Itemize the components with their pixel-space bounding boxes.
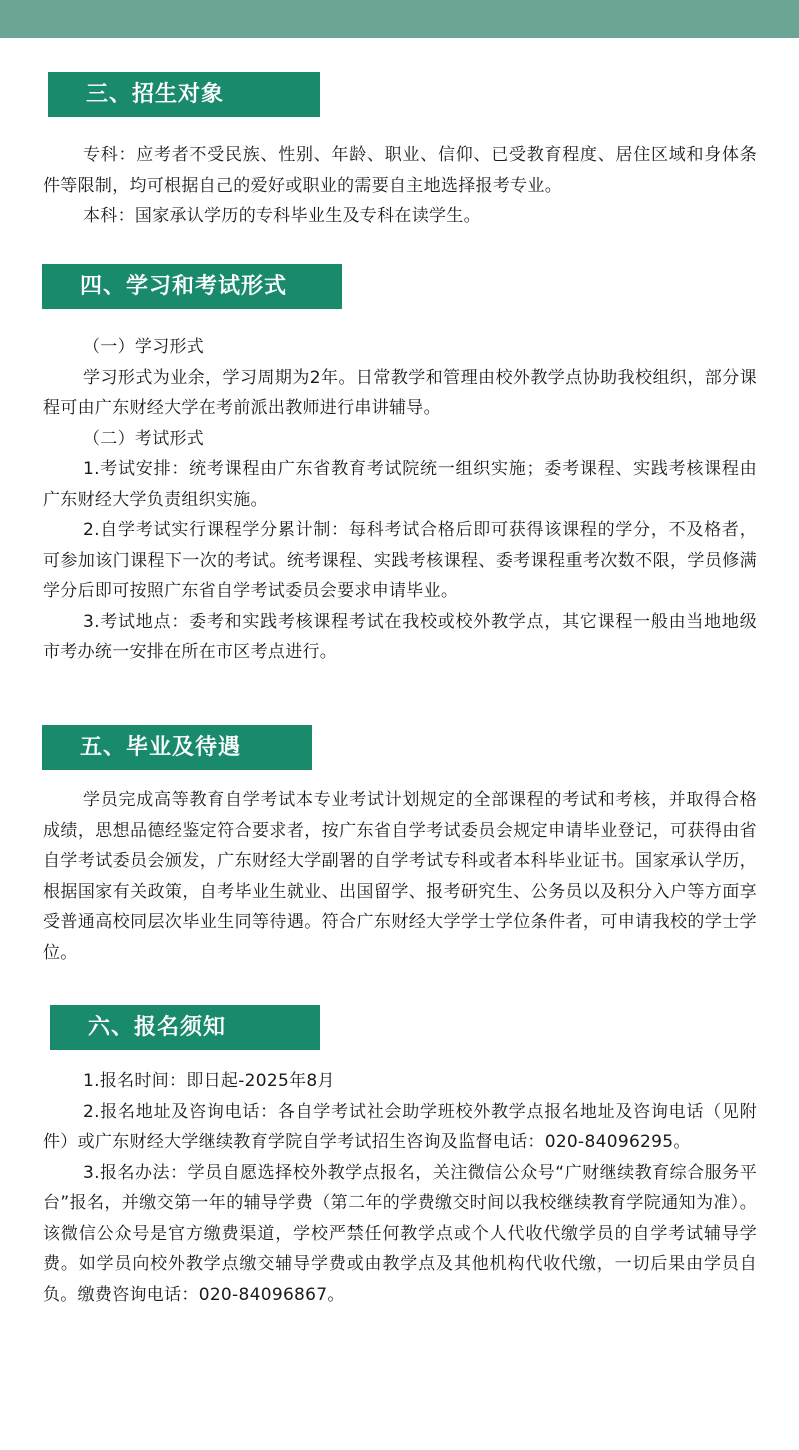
paragraph: 专科：应考者不受民族、性别、年龄、职业、信仰、已受教育程度、居住区域和身体条件等限制，均可根据自己的爱好或职业的需要自主地选择报考专业。 — [43, 145, 757, 196]
paragraph: 1.报名时间：即日起-2025年8月 — [83, 1071, 335, 1091]
paragraph: 2.自学考试实行课程学分累计制：每科考试合格后即可获得该课程的学分，不及格者，可参加该门课程下一次的考试。统考课程、实践考核课程、委考课程重考次数不限，学员修满学分后即可按照广东省自学考试委员会要求申请毕业。 — [43, 520, 757, 601]
section-body-study-and-exam — [43, 332, 757, 668]
section-heading-graduation: 五、毕业及待遇 — [42, 725, 312, 770]
section-body-registration — [43, 1066, 757, 1310]
paragraph: （二）考试形式 — [83, 428, 205, 449]
paragraph: 1.考试安排：统考课程由广东省教育考试院统一组织实施；委考课程、实践考核课程由广东财经大学负责组织实施。 — [43, 459, 757, 510]
section-body-enrollment-target — [43, 140, 757, 232]
paragraph: 3.考试地点：委考和实践考核课程考试在我校或校外教学点，其它课程一般由当地地级市考办统一安排在所在市区考点进行。 — [43, 611, 757, 662]
paragraph: 学员完成高等教育自学考试本专业考试计划规定的全部课程的考试和考核，并取得合格成绩，思想品德经鉴定符合要求者，按广东省自学考试委员会规定申请毕业登记，可获得由省自学考试委员会颁发，广东财经大学副署的自学考试专科或者本科毕业证书。国家承认学历，根据国家有关政策，自考毕业生就业、出国留学、报考研究生、公务员以及积分入户等方面享受普通高校同层次毕业生同等待遇。符合广东财经大学学士学位条件者，可申请我校的学士学位。 — [43, 790, 757, 963]
paragraph: （一）学习形式 — [83, 337, 205, 357]
paragraph: 3.报名办法：学员自愿选择校外教学点报名，关注微信公众号“广财继续教育综合服务平台”报名，并缴交第一年的辅导学费（第二年的学费缴交时间以我校继续教育学院通知为准）。该微信公众号是官方缴费渠道，学校严禁任何教学点或个人代收代缴学员的自学考试辅导学费。如学员向校外教学点缴交辅导学费或由教学点及其他机构代收代缴，一切后果由学员自负。缴费咨询电话：020-84096867。 — [43, 1162, 757, 1305]
section-heading-registration: 六、报名须知 — [50, 1005, 320, 1050]
section-body-graduation — [43, 785, 757, 968]
paragraph: 本科：国家承认学历的专科毕业生及专科在读学生。 — [83, 206, 481, 226]
section-heading-enrollment-target: 三、招生对象 — [48, 72, 320, 117]
top-banner — [0, 0, 799, 38]
section-heading-study-and-exam: 四、学习和考试形式 — [42, 264, 342, 309]
paragraph: 2.报名地址及咨询电话：各自学考试社会助学班校外教学点报名地址及咨询电话（见附件）或广东财经大学继续教育学院自学考试招生咨询及监督电话：020-84096295。 — [43, 1101, 757, 1152]
paragraph: 学习形式为业余，学习周期为2年。日常教学和管理由校外教学点协助我校组织，部分课程可由广东财经大学在考前派出教师进行串讲辅导。 — [43, 367, 757, 418]
